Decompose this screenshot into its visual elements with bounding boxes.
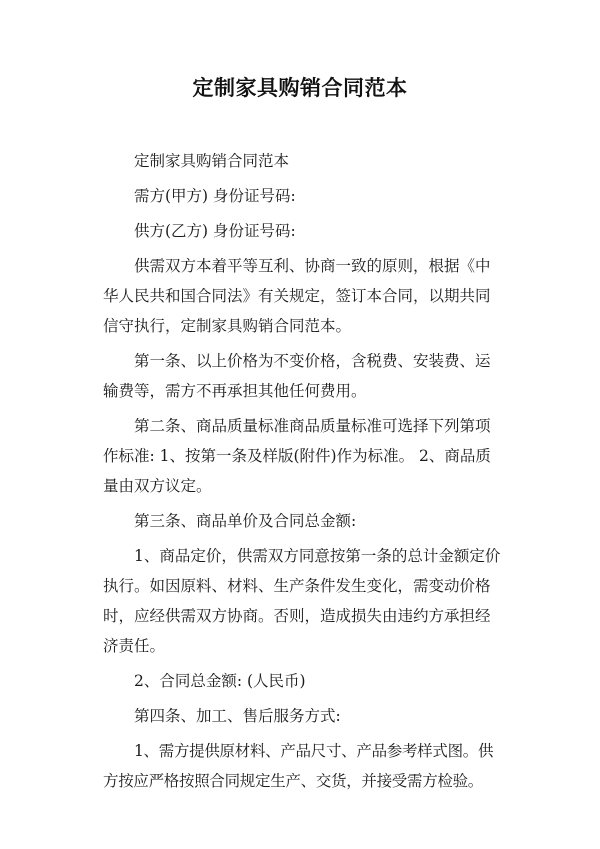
document-body	[103, 146, 503, 801]
paragraph-article-4: 第四条、加工、售后服务方式:	[134, 707, 341, 725]
document-title: 定制家具购销合同范本	[192, 76, 408, 100]
paragraph-article-3-item-2: 2、合同总金额: (人民币)	[134, 672, 306, 690]
paragraph-article-3-item-1: 1、商品定价，供需双方同意按第一条的总计金额定价执行。如因原料、材料、生产条件发生变化，需变动价格时，应经供需双方协商。否则，造成损失由违约方承担经济责任。	[103, 547, 501, 655]
paragraph-seller: 供方(乙方) 身份证号码:	[134, 222, 296, 240]
paragraph-heading: 定制家具购销合同范本	[134, 152, 290, 170]
paragraph-preamble: 供需双方本着平等互利、协商一致的原则，根据《中华人民共和国合同法》有关规定，签订本合同，以期共同信守执行，定制家具购销合同范本。	[103, 257, 491, 335]
paragraph-article-4-item-1: 1、需方提供原材料、产品尺寸、产品参考样式图。供方按应严格按照合同规定生产、交货，并接受需方检验。	[103, 742, 494, 790]
paragraph-article-1: 第一条、以上价格为不变价格，含税费、安装费、运输费等，需方不再承担其他任何费用。	[103, 352, 491, 400]
paragraph-article-3: 第三条、商品单价及合同总金额:	[134, 512, 357, 530]
paragraph-article-2: 第二条、商品质量标准商品质量标准可选择下列第项作标准: 1、按第一条及样版(附件)作为标准。 2、商品质量由双方议定。	[103, 417, 491, 495]
paragraph-buyer: 需方(甲方) 身份证号码:	[134, 187, 296, 205]
